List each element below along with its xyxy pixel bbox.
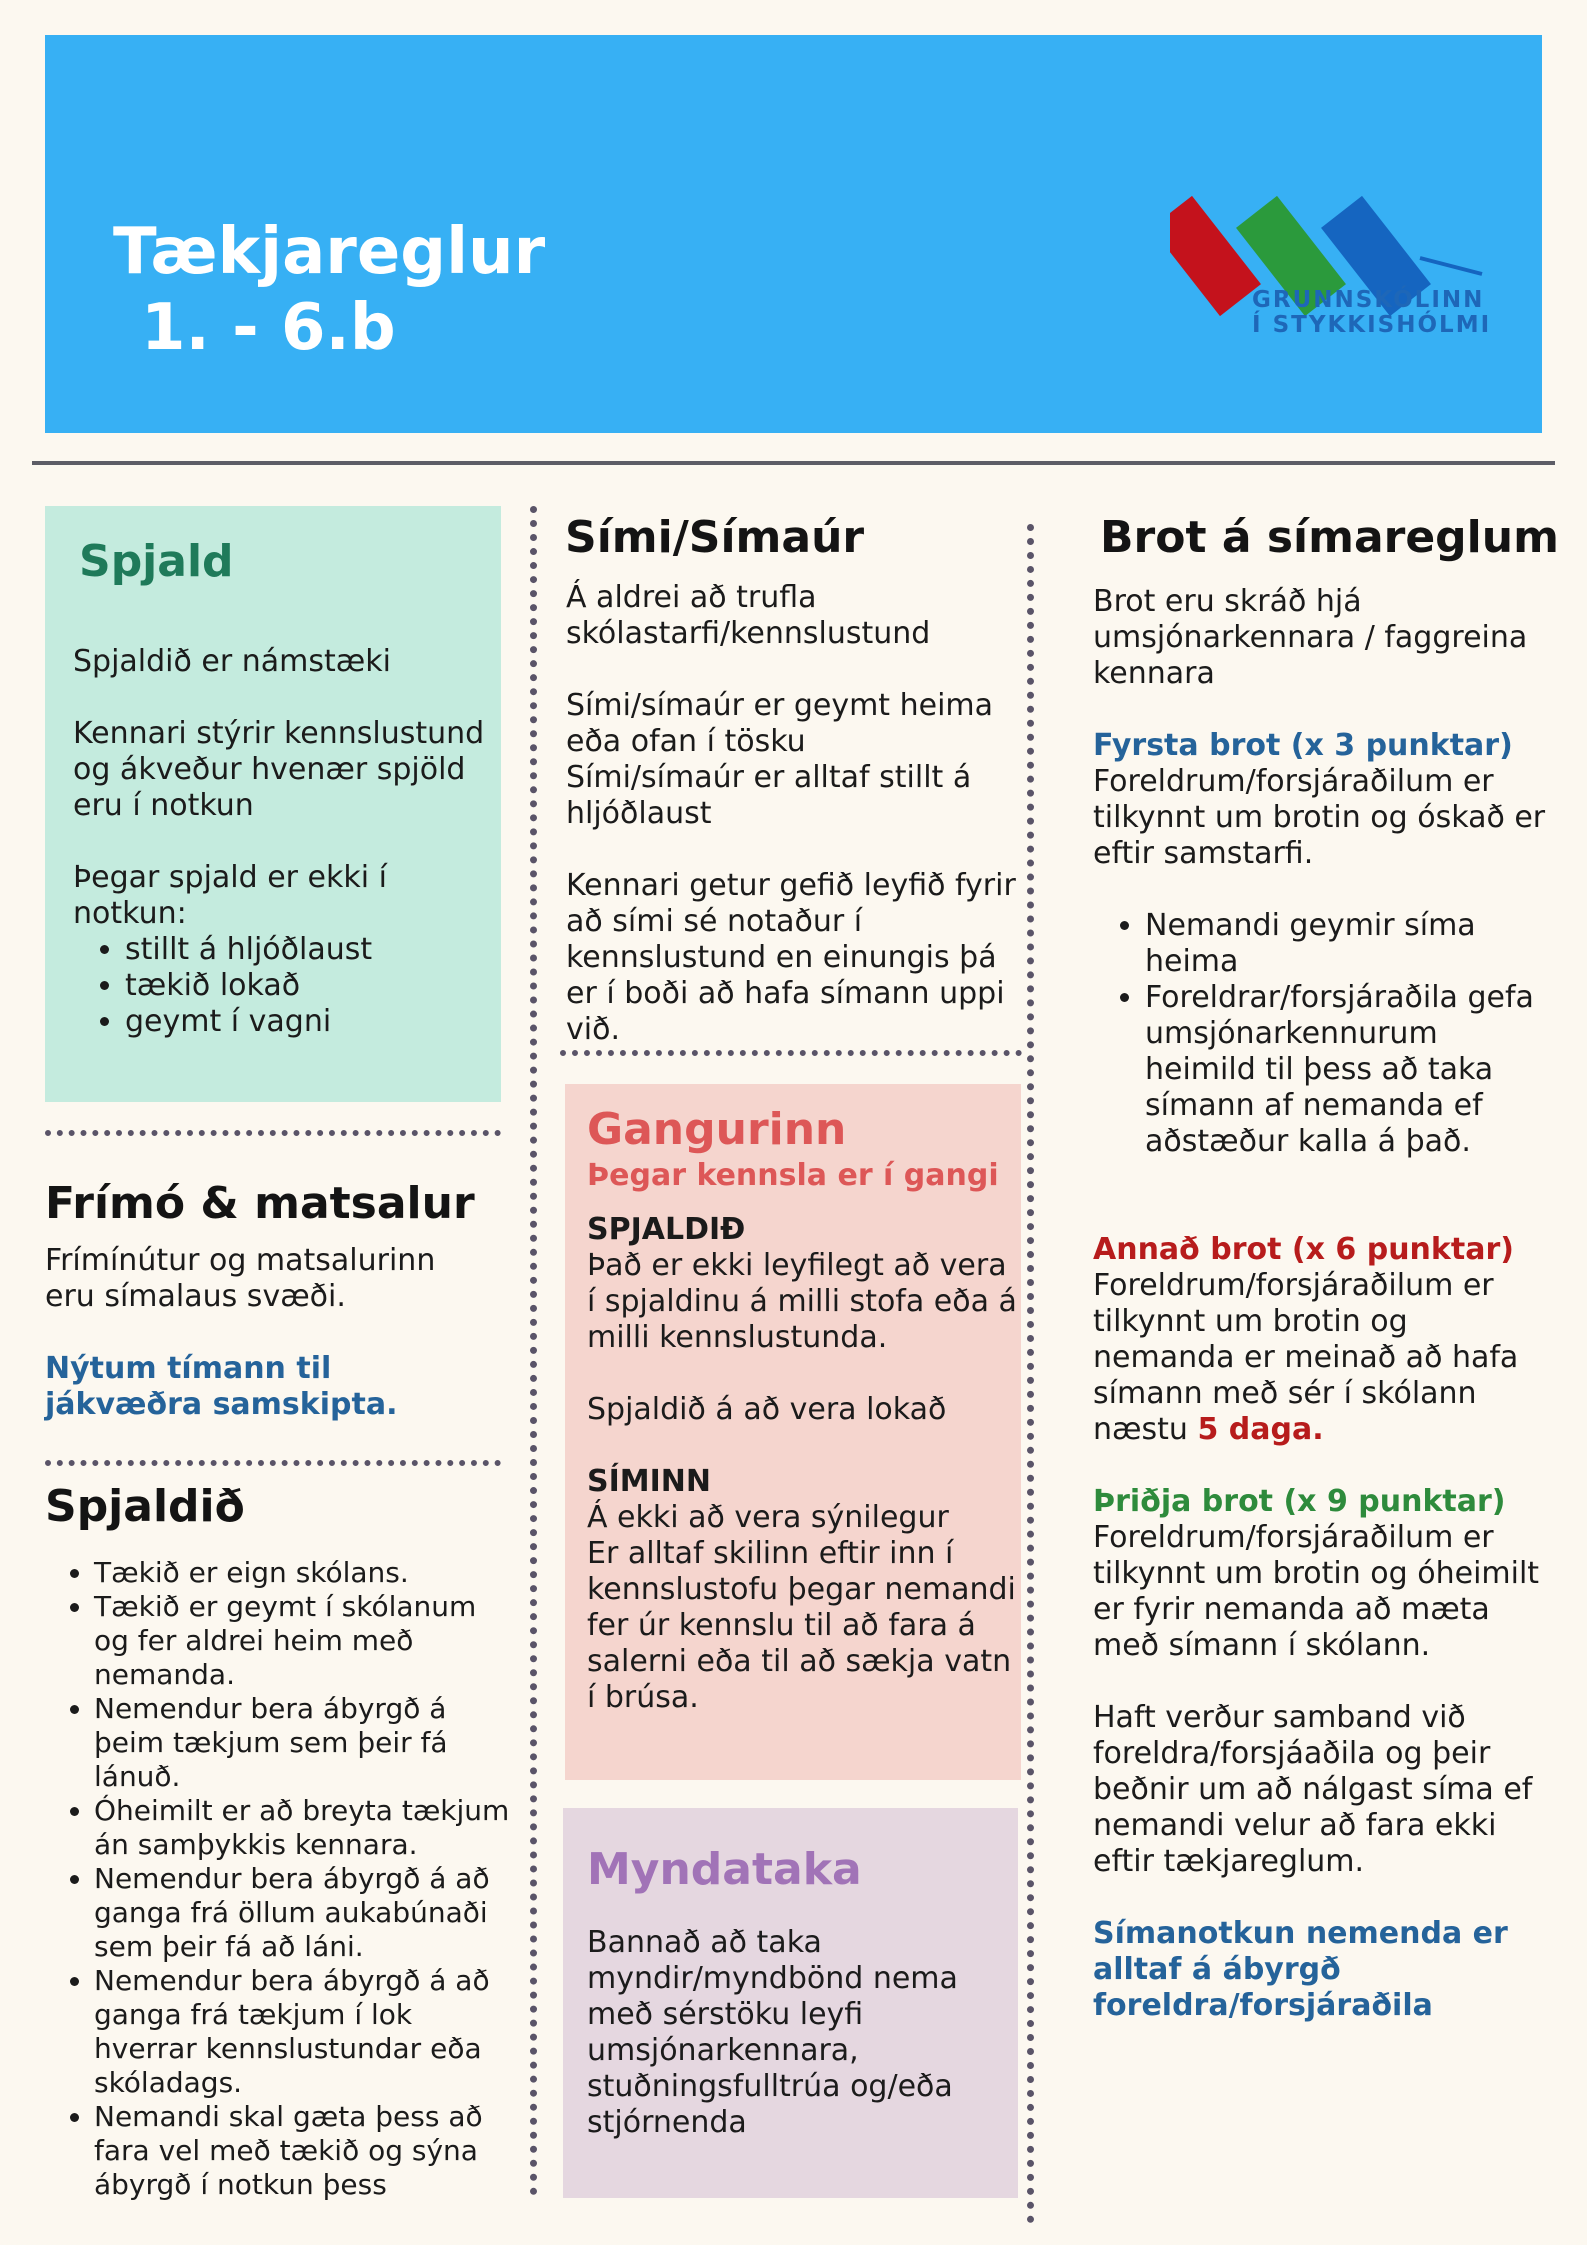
logo-text-line-1: GRUNNSKÓLINN	[1252, 287, 1485, 313]
brot-first-body: Foreldrum/forsjáraðilum er tilkynnt um brotin og óskað er eftir samstarfi.	[1093, 764, 1546, 871]
gangurinn-paragraph: Er alltaf skilinn eftir inn í kennslustofu þegar nemandi fer úr kennslu til að fara á salerni eða til að sækja vatn í brúsa.	[587, 1536, 1016, 1715]
simi-paragraph: Á aldrei að trufla skólastarfi/kennslustund	[566, 580, 931, 651]
gangurinn-subheading: Þegar kennsla er í gangi	[587, 1158, 999, 1193]
list-item: • Nemendur bera ábyrgð á að ganga frá tækjum í lok hverrar kennslustundar eða skóladags.	[94, 1964, 510, 2100]
header-divider	[32, 461, 1555, 465]
simi-paragraph: Sími/símaúr er alltaf stillt á hljóðlaust	[566, 760, 972, 831]
brot-intro: Brot eru skráð hjá umsjónarkennara / faggreina kennara	[1093, 584, 1528, 691]
section-divider-frimo	[45, 1130, 501, 1136]
frimo-heading: Frímó & matsalur	[45, 1178, 475, 1229]
brot-second-heading: Annað brot (x 6 punktar)	[1093, 1232, 1514, 1267]
brot-note: Símanotkun nemenda er alltaf á ábyrgð foreldra/forsjáraðila	[1093, 1916, 1508, 2023]
column-divider-right	[1027, 524, 1034, 2224]
spjald-paragraph: Spjaldið er námstæki	[73, 644, 391, 679]
brot-third-body: Foreldrum/forsjáraðilum er tilkynnt um brotin og óheimilt er fyrir nemanda að mæta með símann í skólann.	[1093, 1520, 1540, 1663]
logo-wordmark	[1252, 288, 1491, 338]
gangurinn-paragraph: Á ekki að vera sýnilegur	[587, 1500, 949, 1535]
title-line-2: 1. - 6.b	[141, 290, 396, 365]
spjald-paragraph: Þegar spjald er ekki í notkun:	[73, 860, 387, 931]
gangurinn-heading: Gangurinn	[587, 1104, 847, 1155]
logo-underline	[1420, 258, 1482, 274]
list-item: • Nemendur bera ábyrgð á þeim tækjum sem þeir fá lánuð.	[94, 1692, 510, 1794]
list-item: • Tækið er geymt í skólanum og fer aldrei heim með nemanda.	[94, 1590, 510, 1692]
spjald-heading: Spjald	[79, 536, 234, 587]
brot-second-body	[1093, 1268, 1553, 1448]
brot-body	[1093, 584, 1553, 2024]
list-item: • Foreldrar/forsjáraðila gefa umsjónarkennurum heimild til þess að taka símann af nemanda ef aðstæður kalla á það.	[1145, 980, 1553, 1160]
brot-second-emphasis: 5 daga.	[1197, 1412, 1324, 1447]
brot-contact: Haft verður samband við foreldra/forsjáaðila og þeir beðnir um að nálgast síma ef nemandi velur að fara ekki eftir tækjareglum.	[1093, 1700, 1533, 1879]
gangurinn-paragraph: Það er ekki leyfilegt að vera í spjaldinu á milli stofa eða á milli kennslustunda.	[587, 1248, 1017, 1355]
gangurinn-body	[587, 1212, 1017, 1716]
column-divider-left	[530, 506, 537, 2196]
frimo-body: Frímínútur og matsalurinn eru símalaus svæði.	[45, 1243, 436, 1314]
section-divider-gangurinn	[560, 1050, 1022, 1056]
brot-first-heading: Fyrsta brot (x 3 punktar)	[1093, 728, 1513, 763]
simi-paragraph: Kennari getur gefið leyfið fyrir að sími sé notaður í kennslustund en einungis þá er í boði að hafa símann uppi við.	[566, 868, 1016, 1047]
list-item: • Nemendur bera ábyrgð á að ganga frá öllum aukabúnaði sem þeir fá að láni.	[94, 1862, 510, 1964]
gangurinn-section-label: SÍMINN	[587, 1464, 711, 1499]
simi-paragraph: Sími/símaúr er geymt heima eða ofan í tösku	[566, 688, 994, 759]
simi-body	[566, 580, 1026, 1048]
list-item: • Tækið er eign skólans.	[94, 1556, 510, 1590]
spjaldid-rules	[40, 1556, 510, 2202]
section-divider-spjaldid	[45, 1460, 501, 1466]
spjaldid-heading: Spjaldið	[45, 1481, 245, 1532]
gangurinn-section-label: SPJALDIÐ	[587, 1212, 746, 1247]
gangurinn-paragraph: Spjaldið á að vera lokað	[587, 1392, 947, 1427]
brot-second-text: Foreldrum/forsjáraðilum er tilkynnt um brotin og nemanda er meinað að hafa símann með sér í skólann næstu	[1093, 1268, 1519, 1447]
list-item: • geymt í vagni	[125, 1004, 493, 1040]
myndataka-body: Bannað að taka myndir/myndbönd nema með sérstöku leyfi umsjónarkennara, stuðningsfulltrúa og/eða stjórnenda	[587, 1925, 958, 2140]
spjald-list	[73, 932, 493, 1040]
logo-red-bar	[1170, 196, 1261, 316]
simi-heading: Sími/Símaúr	[565, 512, 865, 563]
brot-heading: Brot á símareglum	[1100, 512, 1559, 563]
title-line-1: Tækjareglur	[113, 215, 546, 289]
list-item: • Nemandi skal gæta þess að fara vel með tækið og sýna ábyrgð í notkun þess	[94, 2100, 510, 2202]
list-item: • stillt á hljóðlaust	[125, 932, 493, 968]
myndataka-heading: Myndataka	[587, 1844, 862, 1895]
list-item: • Óheimilt er að breyta tækjum án samþykkis kennara.	[94, 1794, 510, 1862]
list-item: • Nemandi geymir síma heima	[1145, 908, 1553, 980]
brot-third-heading: Þriðja brot (x 9 punktar)	[1093, 1484, 1506, 1519]
page-title	[113, 215, 545, 366]
list-item: • tækið lokað	[125, 968, 493, 1004]
logo-text-line-2: Í STYKKISHÓLMI	[1252, 311, 1492, 338]
frimo-note: Nýtum tímann til jákvæðra samskipta.	[45, 1351, 398, 1422]
spjald-body	[73, 644, 493, 1040]
spjald-paragraph: Kennari stýrir kennslustund og ákveður hvenær spjöld eru í notkun	[73, 716, 485, 823]
brot-first-list	[1093, 908, 1553, 1160]
